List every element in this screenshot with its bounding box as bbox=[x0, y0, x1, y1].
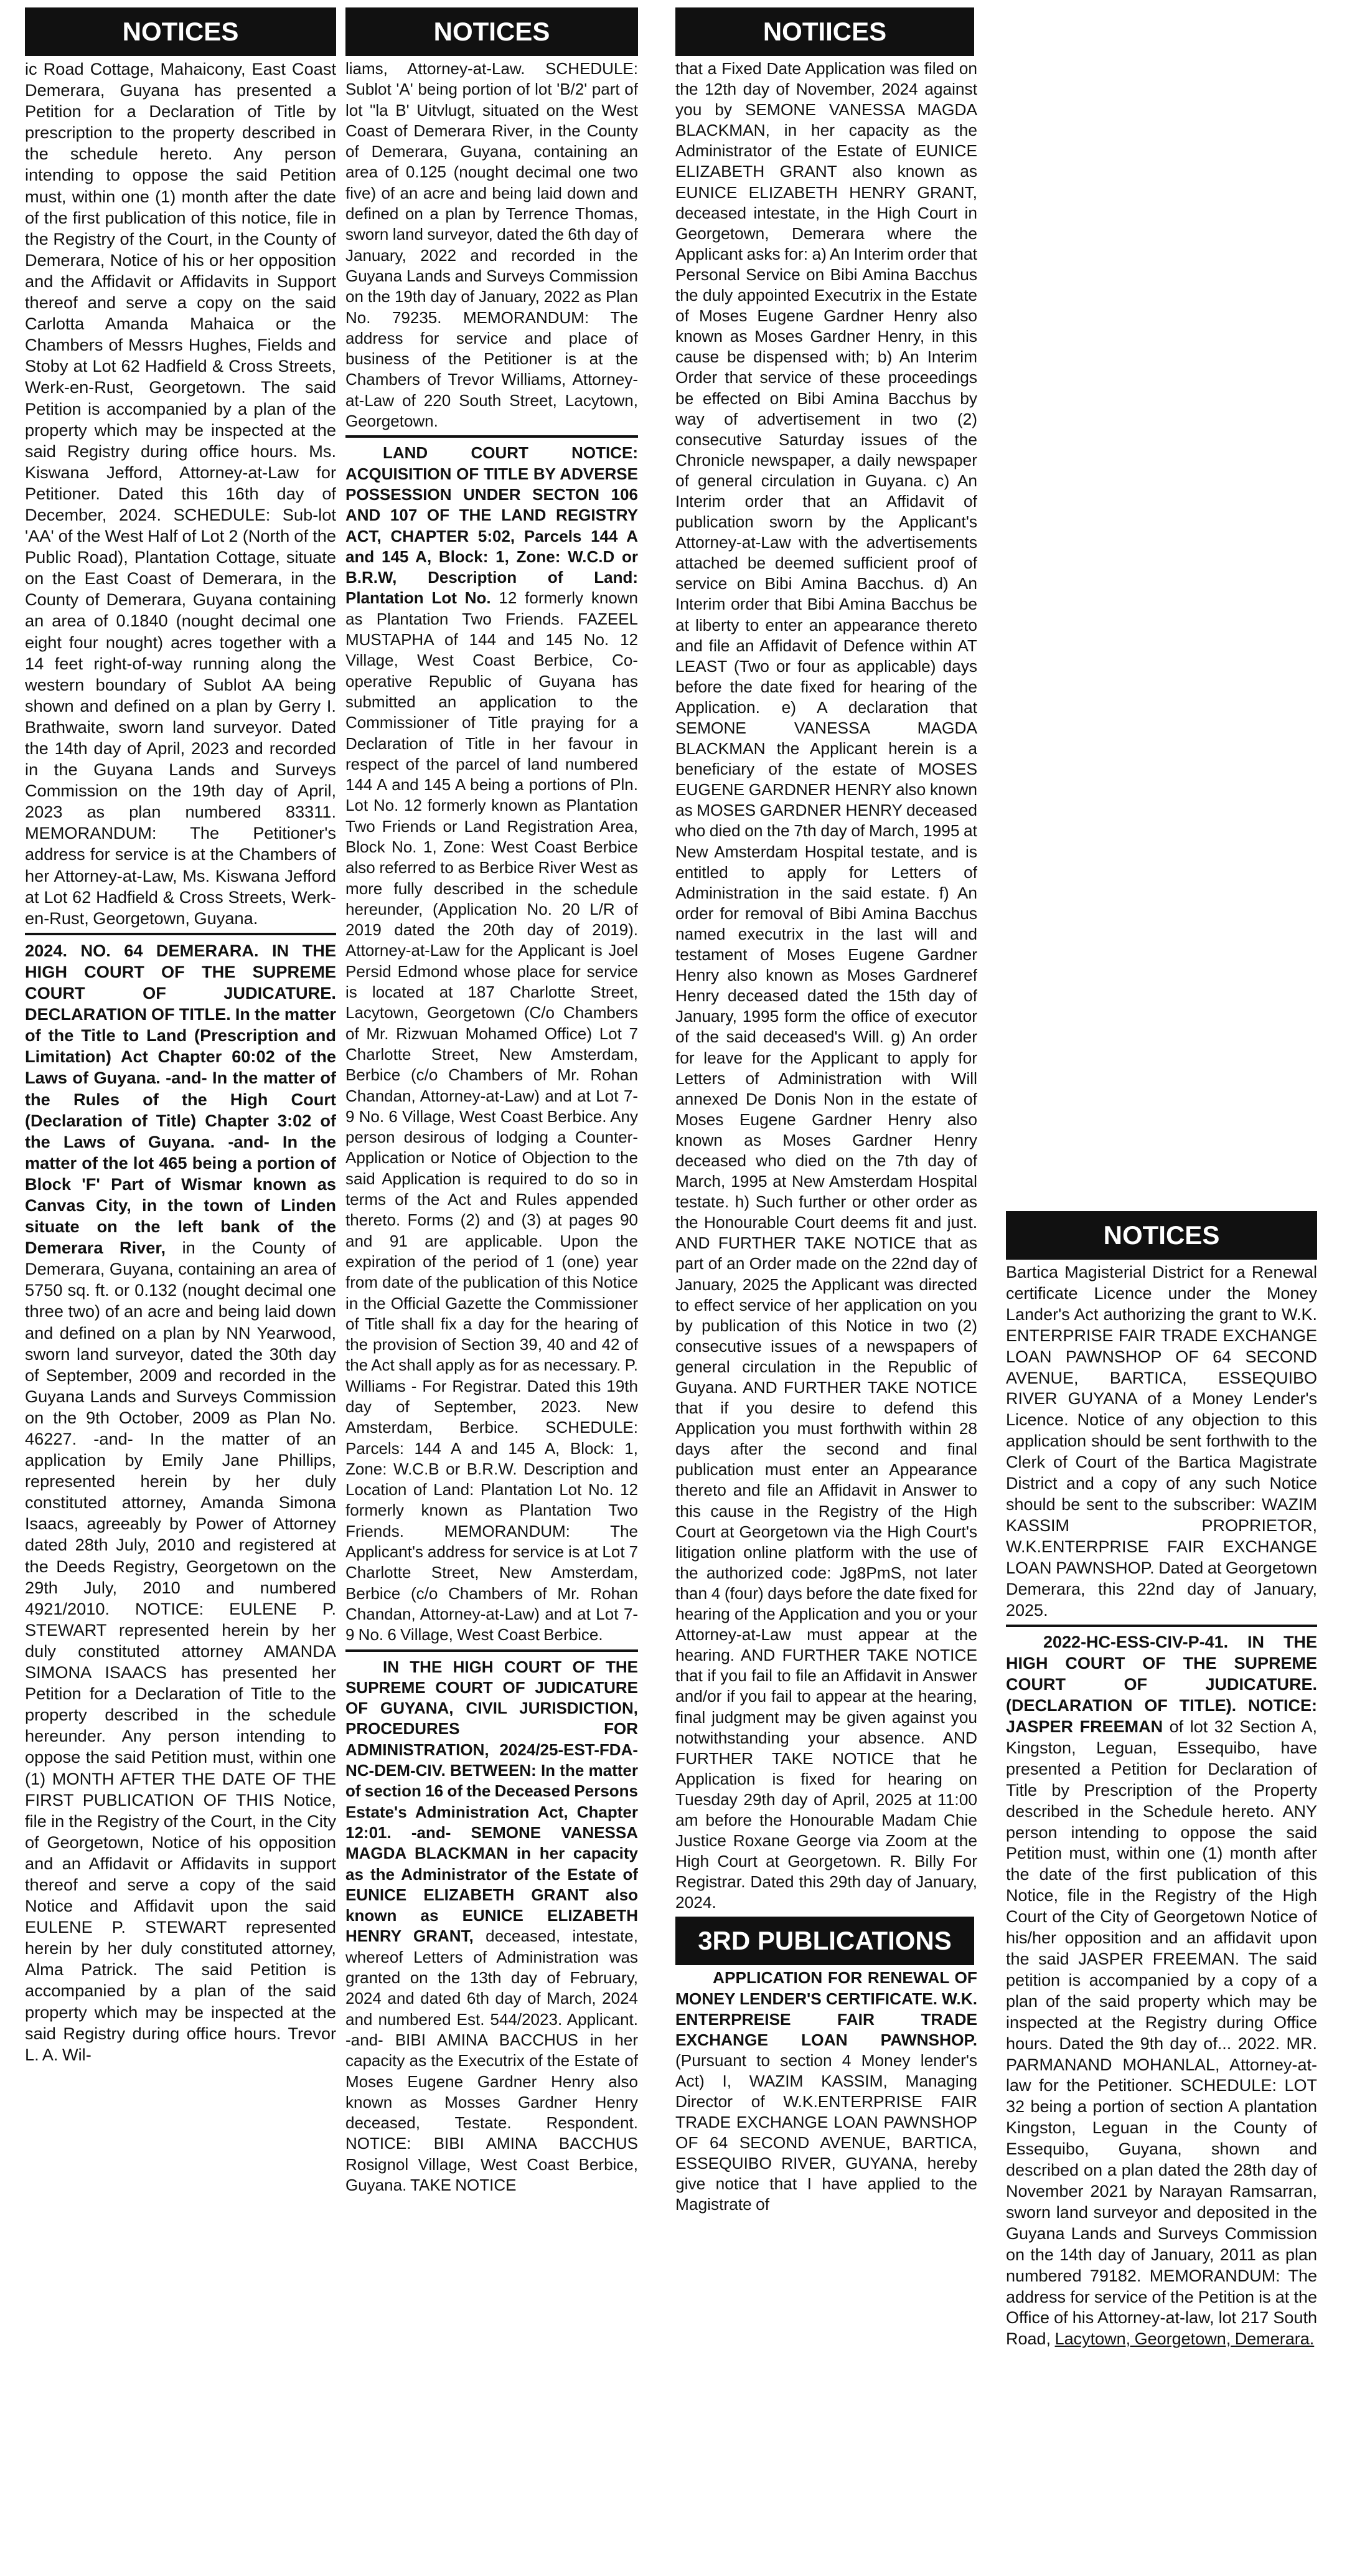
notice-jasper-heading: 2022-HC-ESS-CIV-P-41. IN THE HIGH COURT OF THE SUPREME COURT OF JUDICATURE. (DECLARATION OF TITLE). NOTICE: JASPER FREEMAN bbox=[1006, 1633, 1317, 1737]
notice-money-lender-renewal bbox=[675, 1968, 977, 2215]
notice-fixed-date-application: that a Fixed Date Application was filed on the 12th day of November, 2024 against you by SEMONE VANESSA MAGDA BLACKMAN, in her capacity as the Administrator of the Estate of EUNICE ELIZABETH GRANT also known as EUNICE ELIZABETH HENRY GRANT, deceased intestate, in the High Court in Georgetown, Demerara where the Applicant asks for: a) An Interim order that Personal Service on Bibi Amina Bacchus the duly appointed Executrix in the Estate of Moses Eugene Gardner Henry also known as Moses Gardner Henry, in this cause be dispensed with; b) An Interim Order that service of these proceedings be effected on Bibi Amina Bacchus by way of advertisement in two (2) consecutive Saturday issues of the Chronicle newspaper, a daily newspaper of general circulation in Guyana. c) An Interim order that an Affidavit of publication sworn by the Applicant's Attorney-at-Law with the advertisements attached be deemed sufficient proof of service on Bibi Amina Bacchus. d) An Interim order that Bibi Amina Bacchus be at liberty to enter an appearance thereto and file an Affidavit of Defence within AT LEAST (Two or four as applicable) days before the date fixed for hearing of the Application. e) A declaration that SEMONE VANESSA MAGDA BLACKMAN the Applicant herein is a beneficiary of the estate of MOSES EUGENE GARDNER HENRY also known as MOSES GARDNER HENRY deceased who died on the 7th day of March, 1995 at New Amsterdam Hospital testate, and is entitled to apply for Letters of Administration in the said estate. f) An order for removal of Bibi Amina Bacchus named executrix in the last will and testament of Moses Eugene Gardner Henry also known as Moses Gardneref Henry deceased dated the 15th day of January, 1995 form the office of executor of the said deceased's Will. g) An order for leave for the Applicant to apply for Letters of Administration with Will annexed De Donis Non in the estate of Moses Eugene Gardner Henry also known as Moses Gardner Henry deceased who died on the 7th day of March, 1995 at New Amsterdam Hospital testate. h) Such further or other order as the Honourable Court deems fit and just. AND FURTHER TAKE NOTICE that as part of an Order made on the 22nd day of January, 2025 the Applicant was directed to effect service of her application on you by publication of this Notice in two (2) consecutive issues of a newspapers of general circulation in the Republic of Guyana. AND FURTHER TAKE NOTICE that if you desire to defend this Application you must forthwith within 28 days after the second and final publication must enter an Appearance thereto and file an Affidavit in Answer to this cause in the Registry of the High Court at Georgetown via the High Court's litigation online platform with the use of the authorized code: Jg8PmS, not later than 4 (four) days before the date fixed for hearing of the Application and you or your Attorney-at-Law must appear at the hearing. AND FURTHER TAKE NOTICE that if you fail to file an Affidavit in Answer and/or if you fail to appear at the hearing, final judgment may be given against you notwithstanding your absence. AND FURTHER TAKE NOTICE that he Application is fixed for hearing on Tuesday 29th day of April, 2025 at 11:00 am before the Honourable Madam Chie Justice Roxane George via Zoom at the High Court at Georgetown. R. Billy For Registrar. Dated this 29th day of January, 2024. bbox=[675, 59, 977, 1912]
notice-money-lender-heading: APPLICATION FOR RENEWAL OF MONEY LENDER'S CERTIFICATE. W.K. ENTERPREISE FAIR TRADE EXCHANGE LOAN PAWNSHOP. bbox=[675, 1968, 977, 2049]
notice-administration-body: deceased, intestate, whereof Letters of Administration was granted on the 13th day of February, 2024 and dated 6th day of March, 2024 and numbered Est. 544/2023. Applicant. -and- BIBI AMINA BACCHUS in her capacity as the Executrix of the Estate of Moses Eugene Gardner Henry also known as Mosses Gardner Henry deceased, Testate. Respondent. NOTICE: BIBI AMINA BACCHUS Rosignol Village, West Coast Berbice, Guyana. TAKE NOTICE bbox=[345, 1927, 638, 2194]
divider-rule bbox=[345, 1649, 638, 1652]
notice-administration-heading: IN THE HIGH COURT OF THE SUPREME COURT OF JUDICATURE OF GUYANA, CIVIL JURISDICTION, PROCEDURES FOR ADMINISTRATION, 2024/25-EST-FDA-NC-DEM-CIV. BETWEEN: In the matter of section 16 of the Deceased Persons Estate's Administration Act, Chapter 12:01. -and- SEMONE VANESSA MAGDA BLACKMAN in her capacity as the Administrator of the Estate of EUNICE ELIZABETH GRANT also known as EUNICE ELIZABETH HENRY GRANT, bbox=[345, 1657, 638, 1946]
divider-rule bbox=[345, 435, 638, 438]
divider-rule bbox=[1006, 1625, 1317, 1627]
column-3-header: NOTIICES bbox=[675, 7, 974, 56]
notice-demerara-body: in the County of Demerara, Guyana, containing an area of 5750 sq. ft. or 0.132 (nought decimal one three two) of an acre and being laid down and defined on a plan by NN Yearwood, sworn land surveyor, dated the 30th day of September, 2009 and recorded in the Guyana Lands and Surveys Commission on the 9th October, 2009 as Plan No. 46227. -and- In the matter of an application by Emily Jane Phillips, represented herein by her duly constituted attorney, Amanda Simona Isaacs, agreeably by Power of Attorney dated 28th July, 2010 and registered at the Deeds Registry, Georgetown on the 29th July, 2010 and numbered 4921/2010. NOTICE: EULENE P. STEWART represented herein by her duly constituted attorney AMANDA SIMONA ISAACS has presented her Petition for a Declaration of Title to the property described in the schedule hereunder. Any person intending to oppose the said Petition must, within one (1) MONTH AFTER THE DATE OF THE FIRST PUBLICATION OF THIS Notice, file in the Registry of the Court, in the City of Georgetown, Notice of his opposition and an Affidavit or Affidavits in support thereof and serve a copy of the said Notice and Affidavit upon the said EULENE P. STEWART represented herein by her duly constituted attorney, Alma Patrick. The said Petition is accompanied by a plan of the said property which may be inspected at the said Registry during office hours. Trevor L. A. Wil- bbox=[25, 1238, 336, 2064]
notice-bartica-renewal: Bartica Magisterial District for a Renewal certificate Licence under the Money Lander's Act authorizing the grant to W.K. ENTERPRISE FAIR TRADE EXCHANGE LOAN PAWNSHOP OF 64 SECOND AVENUE, BARTICA, ESSEQUIBO RIVER GUYANA of a Money Lender's Licence. Notice of any objection to this application should be sent forthwith to the Clerk of Court of the Bartica Magistrate District and a copy of any such Notice should be sent to the subscriber: WAZIM KASSIM PROPRIETOR, W.K.ENTERPRISE FAIR EXCHANGE LOAN PAWNSHOP. Dated at Georgetown Demerara, this 22nd day of January, 2025. bbox=[1006, 1263, 1317, 1620]
notice-land-court-body: 12 formerly known as Plantation Two Friends. FAZEEL MUSTAPHA of 144 and 145 No. 12 Village, West Coast Berbice, Co-operative Republic of Guyana has submitted an application to the Commissioner of Title praying for a Declaration of Title in her favour in respect of the parcel of land numbered 144 A and 145 A being a portions of Pln. Lot No. 12 formerly known as Plantation Two Friends or Land Registration Area, Block No. 1, Zone: West Coast Berbice also referred to as Berbice River West as more fully described in the schedule hereunder, (Application No. 20 L/R of 2019 dated the 20th day of 2019). Attorney-at-Law for the Applicant is Joel Persid Edmond whose place for service is located at 187 Charlotte Street, Lacytown, Georgetown (C/o Chambers of Mr. Rizwuan Mohamed Office) Lot 7 Charlotte Street, New Amsterdam, Berbice (c/o Chambers of Mr. Rohan Chandan, Attorney-at-Law) and at Lot 7-9 No. 6 Village, West Coast Berbice. Any person desirous of lodging a Counter-Application or Notice of Objection to the said Application is required to do so in terms of the Act and Rules appended thereto. Forms (2) and (3) at pages 90 and 91 are applicable. Upon the expiration of the period of 1 (one) year from date of the publication of this Notice in the Official Gazette the Commissioner of Title shall fix a day for the hearing of the provision of Section 39, 40 and 42 of the Act shall apply as for as necessary. P. Williams - For Registrar. Dated this 19th day of September, 2023. New Amsterdam, Berbice. SCHEDULE: Parcels: 144 A and 145 A, Block: 1, Zone: W.C.B or B.R.W. Description and Location of Land: Plantation Lot No. 12 formerly known as Plantation Two Friends. MEMORANDUM: The Applicant's address for service is at Lot 7 Charlotte Street, New Amsterdam, Berbice (c/o Chambers of Mr. Rohan Chandan, Attorney-at-Law) and at Lot 7-9 No. 6 Village, West Coast Berbice. bbox=[345, 588, 638, 1644]
third-publications-header: 3RD PUBLICATIONS bbox=[675, 1917, 974, 1965]
divider-rule bbox=[25, 933, 336, 935]
notice-cottage-petition: ic Road Cottage, Mahaicony, East Coast Demerara, Guyana has presented a Petition for a Declaration of Title by prescription to the property described in the schedule hereto. Any person intending to oppose the said Petition must, within one (1) month after the date of the first publication of this notice, file in the Registry of the Court, in the County of Demerara, Notice of his or her opposition and the Affidavit or Affidavits in Support thereof and serve a copy on the said Carlotta Amanda Mahaica or the Chambers of Messrs Hughes, Fields and Stoby at Lot 62 Hadfield & Cross Streets, Werk-en-Rust, Georgetown. The said Petition is accompanied by a plan of the property which may be inspected at the said Registry during office hours. Ms. Kiswana Jefford, Attorney-at-Law for Petitioner. Dated this 16th day of December, 2024. SCHEDULE: Sub-lot 'AA' of the West Half of Lot 2 (North of the Public Road), Plantation Cottage, situate on the East Coast of Demerara, in the County of Demerara, Guyana containing an area of 0.1840 (nought decimal one eight four nought) acres together with a 14 feet right-of-way running along the western boundary of Sublot AA being shown and defined on a plan by Gerry I. Brathwaite, sworn land surveyor. Dated the 14th day of April, 2023 and recorded in the Guyana Lands and Surveys Commission on the 19th day of April, 2023 as plan numbered 83311. MEMORANDUM: The Petitioner's address for service is at the Chambers of her Attorney-at-Law, Ms. Kiswana Jefford at Lot 62 Hadfield & Cross Streets, Werk-en-Rust, Georgetown, Guyana. bbox=[25, 59, 336, 928]
notice-jasper-address: Lacytown, Georgetown, Demerara. bbox=[1054, 2329, 1315, 2349]
notices-column-4 bbox=[1006, 1211, 1317, 2572]
column-1-header: NOTICES bbox=[25, 7, 336, 56]
notice-demerara-heading: 2024. NO. 64 DEMERARA. IN THE HIGH COURT OF THE SUPREME COURT OF JUDICATURE. DECLARATION OF TITLE. In the matter of the Title to Land (Prescription and Limitation) Act Chapter 60:02 of the Laws of Guyana. -and- In the matter of the Rules of the High Court (Declaration of Title) Chapter 3:02 of the Laws of Guyana. -and- In the matter of the lot 465 being a portion of Block 'F' Part of Wismar known as Canvas City, in the town of Linden situate on the left bank of the Demerara River, bbox=[25, 940, 336, 1258]
notice-land-court-heading: LAND COURT NOTICE: ACQUISITION OF TITLE BY ADVERSE POSSESSION UNDER SECTON 106 AND 107 OF THE LAND REGISTRY ACT, CHAPTER 5:02, Parcels 144 A and 145 A, Block: 1, Zone: W.C.D or B.R.W, Description of Land: Plantation Lot No. bbox=[345, 443, 638, 608]
notice-uitvlugt-schedule: liams, Attorney-at-Law. SCHEDULE: Sublot 'A' being portion of lot 'B/2' part of lot "la B' Uitvlugt, situated on the West Coast of Demerara River, in the County of Demerara, Guyana, containing an area of 0.125 (nought decimal one two five) of an acre and being laid down and defined on a plan by Terrence Thomas, sworn land surveyor, dated the 6th day of January, 2022 and recorded in the Guyana Lands and Surveys Commission on the 19th day of January, 2022 as Plan No. 79235. MEMORANDUM: The address for service and place of business of the Petitioner is at the Chambers of Trevor Williams, Attorney-at-Law of 220 South Street, Lacytown, Georgetown. bbox=[345, 59, 638, 431]
notice-land-court bbox=[345, 443, 638, 1645]
notices-column-2 bbox=[345, 7, 638, 2573]
notices-column-1 bbox=[25, 7, 336, 2573]
column-2-header: NOTICES bbox=[345, 7, 638, 56]
notice-high-court-administration bbox=[345, 1657, 638, 2196]
notices-column-3 bbox=[675, 7, 977, 2573]
notice-jasper-freeman bbox=[1006, 1632, 1317, 2350]
notice-money-lender-body: (Pursuant to section 4 Money lender's Act) I, WAZIM KASSIM, Managing Director of W.K.ENTERPRISE FAIR TRADE EXCHANGE LOAN PAWNSHOP OF 64 SECOND AVENUE, BARTICA, ESSEQUIBO RIVER, GUYANA, hereby give notice that I have applied to the Magistrate of bbox=[675, 2050, 977, 2214]
notice-jasper-body: of lot 32 Section A, Kingston, Leguan, Essequibo, have presented a Petition for Declaration of Title by Prescription of the Property described in the Schedule hereto. ANY person intending to oppose the said Petition must, within one (1) month after the date of the first publication of this Notice, file in the Registry of the High Court of the City of Georgetown Notice of his/her opposition and an affidavit upon the said JASPER FREEMAN. The said petition is accompanied by a copy of a plan of the said property which may be inspected at the Registry during Office hours. Dated the 9th day of... 2022. MR. PARMANAND MOHANLAL, Attorney-at-law for the Petitioner. SCHEDULE: LOT 32 being a portion of section A plantation Kingston, Leguan in the County of Essequibo, Guyana, shown and described on a plan dated the 28th day of November 2021 by Narayan Ramsarran, sworn land surveyor and deposited in the Guyana Lands and Surveys Commission on the 14th day of January, 2011 as plan numbered 79182. MEMORANDUM: The address for service of the Petition is at the Office of his Attorney-at-law, lot 217 South Road, bbox=[1006, 1717, 1317, 2349]
column-4-header: NOTICES bbox=[1006, 1211, 1317, 1260]
notice-demerara-declaration bbox=[25, 940, 336, 2065]
